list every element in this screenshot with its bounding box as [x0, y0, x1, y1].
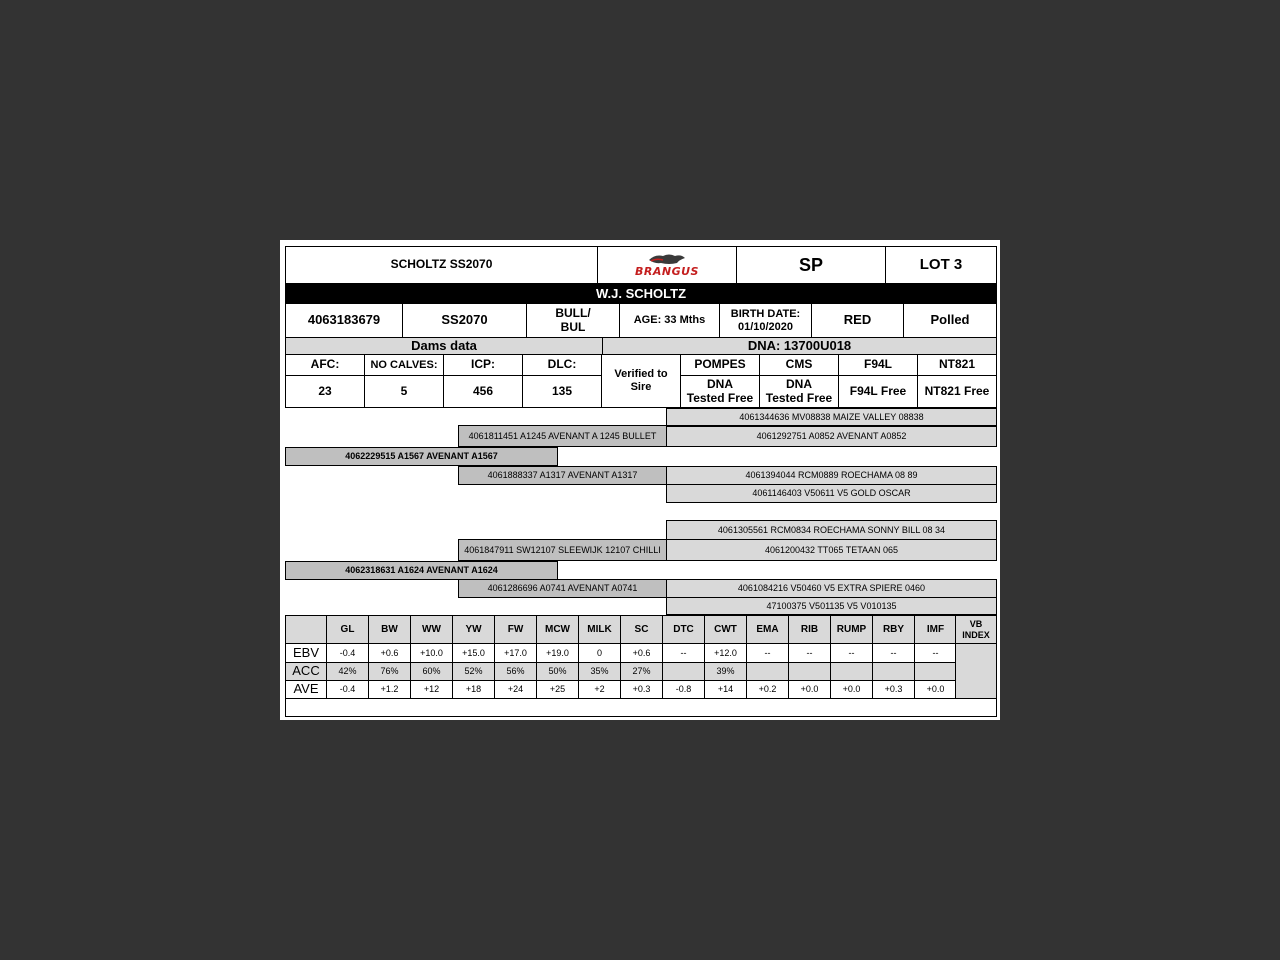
- pedigree-sds: 4061394044 RCM0889 ROECHAMA 08 89: [666, 466, 997, 485]
- ebv-imf: --: [914, 643, 957, 663]
- animal-card: [280, 240, 1000, 720]
- ave-mcw: +25: [536, 680, 579, 699]
- acc-milk: 35%: [578, 662, 621, 681]
- horn-status: Polled: [903, 303, 997, 338]
- birth-date: [719, 303, 812, 338]
- ebv-mcw: +19.0: [536, 643, 579, 663]
- ebv-yw: +15.0: [452, 643, 495, 663]
- trait-header-imf: IMF: [914, 615, 957, 644]
- trait-header-rib: RIB: [788, 615, 831, 644]
- afc-label: AFC:: [285, 354, 365, 376]
- no-calves-label: NO CALVES:: [364, 354, 444, 376]
- acc-rby: [872, 662, 915, 681]
- acc-ww: 60%: [410, 662, 453, 681]
- ave-sc: +0.3: [620, 680, 663, 699]
- ave-gl: -0.4: [326, 680, 369, 699]
- vb-index-header: [955, 615, 997, 644]
- ave-yw: +18: [452, 680, 495, 699]
- vb-index-line2: INDEX: [962, 629, 990, 640]
- dna-number: DNA: 13700U018: [602, 337, 997, 355]
- ave-ww: +12: [410, 680, 453, 699]
- row-label-ave: AVE: [285, 680, 327, 699]
- pedigree-sd: 4061888337 A1317 AVENANT A1317: [458, 466, 667, 485]
- ebv-bw: +0.6: [368, 643, 411, 663]
- brangus-logo-text: BRANGUS: [635, 264, 699, 278]
- ave-ema: +0.2: [746, 680, 789, 699]
- vb-index-value: [955, 643, 997, 699]
- footer-row: [285, 698, 997, 717]
- acc-bw: 76%: [368, 662, 411, 681]
- ave-imf: +0.0: [914, 680, 957, 699]
- pedigree-dsd: 4061200432 TT065 TETAAN 065: [666, 539, 997, 561]
- traits-corner: [285, 615, 327, 644]
- ebv-cwt: +12.0: [704, 643, 747, 663]
- acc-yw: 52%: [452, 662, 495, 681]
- ebv-dtc: --: [662, 643, 705, 663]
- lot-number: LOT 3: [885, 246, 997, 284]
- row-label-acc: ACC: [285, 662, 327, 681]
- cms-line2: Tested Free: [765, 390, 833, 405]
- ave-bw: +1.2: [368, 680, 411, 699]
- f94l-value: F94L Free: [838, 375, 918, 408]
- pedigree-dam: 4062318631 A1624 AVENANT A1624: [285, 561, 558, 580]
- acc-sc: 27%: [620, 662, 663, 681]
- trait-header-gl: GL: [326, 615, 369, 644]
- ebv-sc: +0.6: [620, 643, 663, 663]
- trait-header-rby: RBY: [872, 615, 915, 644]
- pedigree-sire: 4062229515 A1567 AVENANT A1567: [285, 447, 558, 466]
- pompes-label: POMPES: [680, 354, 760, 376]
- ebv-gl: -0.4: [326, 643, 369, 663]
- ave-rby: +0.3: [872, 680, 915, 699]
- age: AGE: 33 Mths: [619, 303, 720, 338]
- pedigree-ss: 4061811451 A1245 AVENANT A 1245 BULLET: [458, 425, 667, 447]
- colour: RED: [811, 303, 904, 338]
- sex-line1: BULL/: [555, 305, 591, 320]
- pedigree-ssd: 4061292751 A0852 AVENANT A0852: [666, 426, 997, 447]
- dlc-label: DLC:: [522, 354, 602, 376]
- bull-head-icon: [647, 252, 687, 266]
- cms-label: CMS: [759, 354, 839, 376]
- birth-date-value: 01/10/2020: [737, 320, 794, 333]
- registration-number: 4063183679: [285, 303, 403, 338]
- pedigree-dd: 4061286696 A0741 AVENANT A0741: [458, 579, 667, 598]
- pedigree-ds: 4061847911 SW12107 SLEEWIJK 12107 CHILLI: [458, 539, 667, 561]
- ave-rib: +0.0: [788, 680, 831, 699]
- cms-value: [759, 375, 839, 408]
- sex: [526, 303, 620, 338]
- ebv-rby: --: [872, 643, 915, 663]
- ave-dtc: -0.8: [662, 680, 705, 699]
- registration-code: SP: [736, 246, 886, 284]
- ave-fw: +24: [494, 680, 537, 699]
- icp-value: 456: [443, 375, 523, 408]
- breeder-name: W.J. SCHOLTZ: [285, 284, 997, 304]
- acc-fw: 56%: [494, 662, 537, 681]
- no-calves-value: 5: [364, 375, 444, 408]
- trait-header-yw: YW: [452, 615, 495, 644]
- acc-cwt: 39%: [704, 662, 747, 681]
- afc-value: 23: [285, 375, 365, 408]
- acc-dtc: [662, 662, 705, 681]
- acc-ema: [746, 662, 789, 681]
- acc-mcw: 50%: [536, 662, 579, 681]
- pedigree-dds: 4061084216 V50460 V5 EXTRA SPIERE 0460: [666, 579, 997, 598]
- ebv-ema: --: [746, 643, 789, 663]
- ave-cwt: +14: [704, 680, 747, 699]
- row-label-ebv: EBV: [285, 643, 327, 663]
- trait-header-dtc: DTC: [662, 615, 705, 644]
- nt821-label: NT821: [917, 354, 997, 376]
- trait-header-bw: BW: [368, 615, 411, 644]
- sex-line2: BUL: [560, 319, 586, 334]
- ebv-rump: --: [830, 643, 873, 663]
- cms-line1: DNA: [786, 376, 812, 391]
- brangus-logo: [597, 246, 737, 284]
- trait-header-sc: SC: [620, 615, 663, 644]
- verified-line2: Sire: [630, 381, 652, 393]
- ebv-ww: +10.0: [410, 643, 453, 663]
- acc-rump: [830, 662, 873, 681]
- verified-to-sire: [601, 354, 681, 408]
- ebv-rib: --: [788, 643, 831, 663]
- trait-header-ww: WW: [410, 615, 453, 644]
- pompes-line1: DNA: [707, 376, 733, 391]
- dams-data-title: Dams data: [285, 337, 603, 355]
- ebv-milk: 0: [578, 643, 621, 663]
- birth-date-label: BIRTH DATE:: [730, 307, 801, 320]
- animal-name: SCHOLTZ SS2070: [285, 246, 598, 284]
- verified-line1: Verified to: [614, 368, 668, 381]
- pompes-value: [680, 375, 760, 408]
- acc-gl: 42%: [326, 662, 369, 681]
- dlc-value: 135: [522, 375, 602, 408]
- ebv-fw: +17.0: [494, 643, 537, 663]
- pedigree-ddd: 47100375 V501135 V5 V010135: [666, 597, 997, 615]
- trait-header-fw: FW: [494, 615, 537, 644]
- ave-rump: +0.0: [830, 680, 873, 699]
- icp-label: ICP:: [443, 354, 523, 376]
- trait-header-cwt: CWT: [704, 615, 747, 644]
- trait-header-rump: RUMP: [830, 615, 873, 644]
- trait-header-mcw: MCW: [536, 615, 579, 644]
- trait-header-ema: EMA: [746, 615, 789, 644]
- nt821-value: NT821 Free: [917, 375, 997, 408]
- animal-tag: SS2070: [402, 303, 527, 338]
- trait-header-milk: MILK: [578, 615, 621, 644]
- vb-index-line1: VB: [969, 619, 983, 630]
- acc-rib: [788, 662, 831, 681]
- pedigree-dss: 4061305561 RCM0834 ROECHAMA SONNY BILL 08 34: [666, 520, 997, 540]
- acc-imf: [914, 662, 957, 681]
- pedigree-sss: 4061344636 MV08838 MAIZE VALLEY 08838: [666, 408, 997, 426]
- ave-milk: +2: [578, 680, 621, 699]
- pompes-line2: Tested Free: [686, 390, 754, 405]
- f94l-label: F94L: [838, 354, 918, 376]
- pedigree-sdd: 4061146403 V50611 V5 GOLD OSCAR: [666, 484, 997, 503]
